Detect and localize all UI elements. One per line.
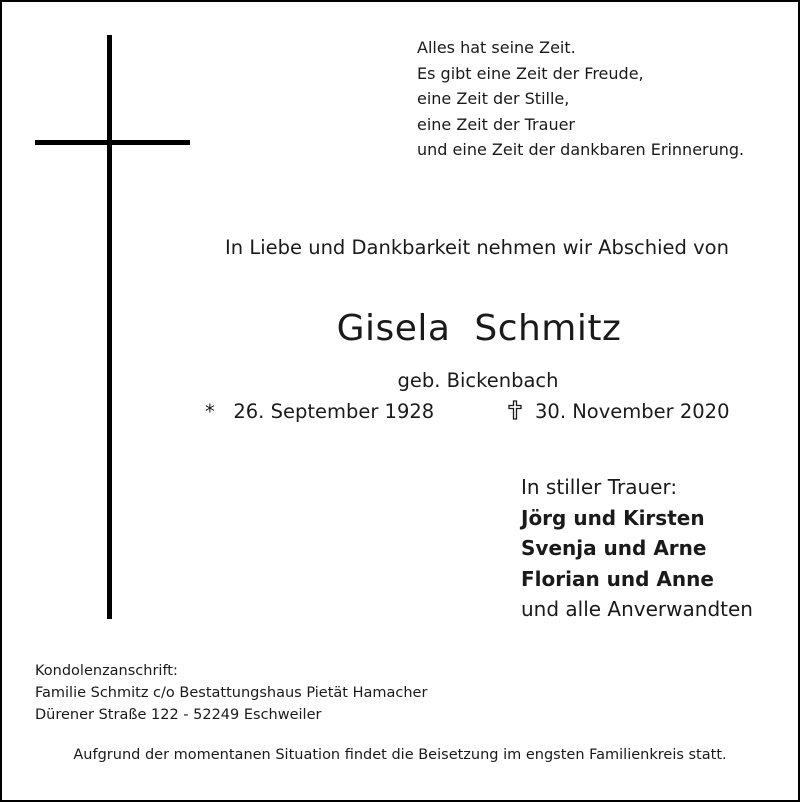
- poem-line: eine Zeit der Trauer: [417, 114, 575, 134]
- poem-line: eine Zeit der Stille,: [417, 89, 570, 108]
- poem-line: Alles hat seine Zeit.: [417, 38, 576, 57]
- death-date: 30. November 2020: [535, 400, 730, 423]
- mourner-name: Svenja und Arne: [521, 536, 707, 560]
- mourners-block: [521, 472, 753, 625]
- deceased-name: Gisela Schmitz: [336, 308, 622, 349]
- birth-date-line: [205, 400, 434, 423]
- funeral-notice: Aufgrund der momentanen Situation findet die Beisetzung im engsten Familienkreis statt.: [73, 747, 727, 763]
- mourners-closing: und alle Anverwandten: [521, 597, 753, 621]
- birth-date: 26. September 1928: [233, 400, 435, 423]
- condolence-label: Kondolenzanschrift:: [35, 663, 178, 679]
- poem-line: Es gibt eine Zeit der Freude,: [417, 63, 644, 83]
- poem: [417, 35, 744, 163]
- condolence-address: [35, 660, 427, 726]
- mourner-name: Jörg und Kirsten: [521, 505, 705, 530]
- poem-line: und eine Zeit der dankbaren Erinnerung.: [417, 140, 745, 159]
- mourners-heading: In stiller Trauer:: [521, 475, 678, 499]
- birth-name: geb. Bickenbach: [397, 369, 559, 392]
- death-date-line: [505, 400, 729, 425]
- birth-star-symbol: *: [205, 400, 215, 423]
- intro-text: In Liebe und Dankbarkeit nehmen wir Abschied von: [225, 236, 729, 259]
- mourner-name: Florian und Anne: [521, 566, 714, 591]
- condolence-line: Familie Schmitz c/o Bestattungshaus Pietät Hamacher: [35, 685, 428, 701]
- cross-icon-horizontal-bar: [35, 140, 190, 145]
- condolence-line: Dürener Straße 122 - 52249 Eschweiler: [35, 707, 322, 723]
- latin-cross-icon: [505, 400, 525, 425]
